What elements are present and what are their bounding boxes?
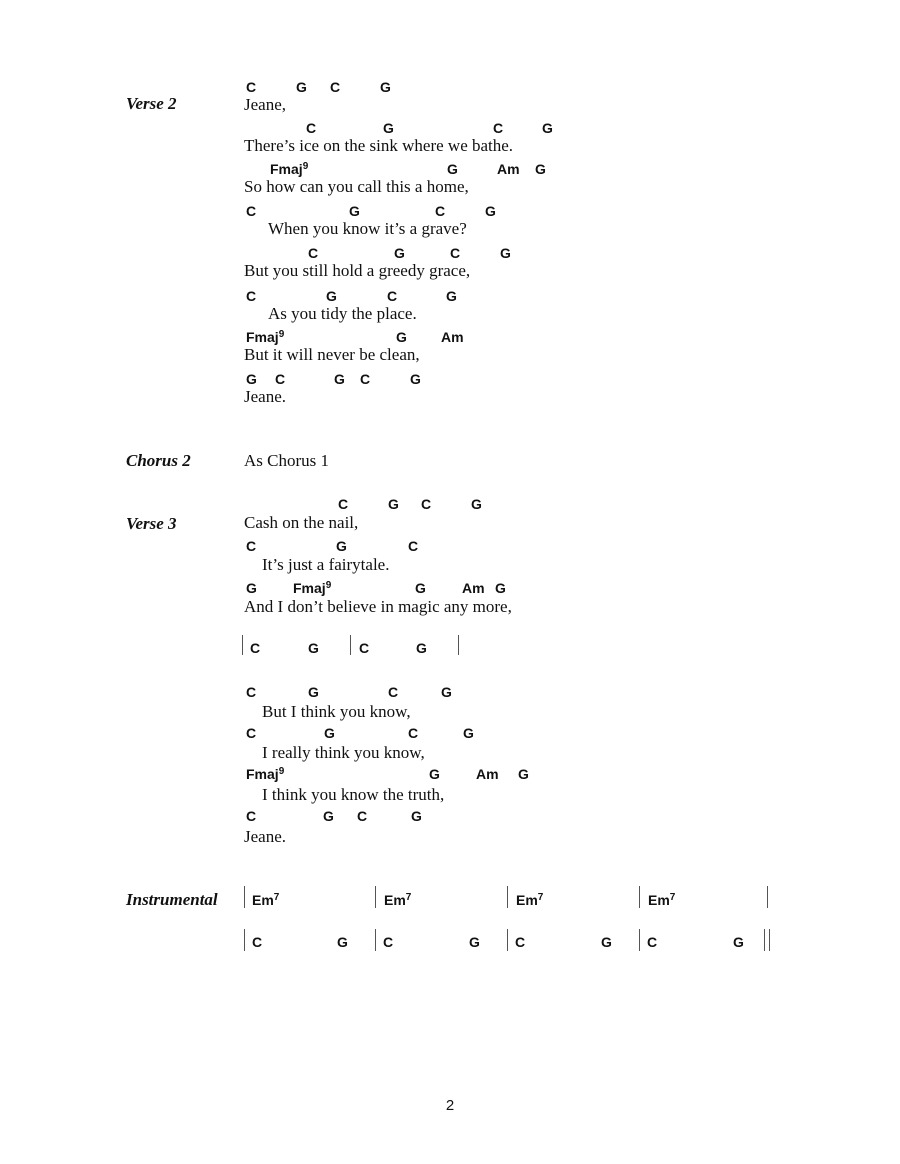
lyric-line: When you know it’s a grave? [268,219,467,238]
chord-extension: 7 [537,892,544,903]
section-label-verse-3: Verse 3 [126,514,177,533]
chord: C [388,684,399,700]
chord: G [349,203,360,219]
chord: C [308,245,319,261]
chord: G [429,766,440,782]
chord [648,892,675,908]
chord: G [324,725,335,741]
bar-line [458,635,459,655]
chord: C [246,538,257,554]
chord: C [408,538,419,554]
chord: Am [441,329,464,345]
chord: G [733,934,744,950]
chord: C [246,808,257,824]
chord: G [446,288,457,304]
chord [293,580,331,596]
chord: G [441,684,452,700]
chord: G [388,496,399,512]
chord: Am [476,766,499,782]
lyric-line: So how can you call this a home, [244,177,469,196]
chord-name: Fmaj [246,766,279,782]
chord: G [334,371,345,387]
chord [516,892,543,908]
chord: C [246,725,257,741]
chord: G [415,580,426,596]
chord: C [408,725,419,741]
chord: C [246,79,257,95]
chord: G [383,120,394,136]
bar-line [639,929,640,951]
chord: C [493,120,504,136]
page-number: 2 [445,1097,455,1114]
chord: G [518,766,529,782]
chord: G [296,79,307,95]
chord: G [326,288,337,304]
lyric-line: It’s just a fairytale. [262,555,390,574]
chord-extension: 9 [325,580,332,591]
chord-name: Em [384,892,406,908]
chord: G [396,329,407,345]
chord: G [485,203,496,219]
chord: G [495,580,506,596]
chord [252,892,279,908]
chord: G [542,120,553,136]
chord: G [246,371,257,387]
chord: G [601,934,612,950]
lyric-line: Jeane, [244,95,287,114]
section-label-chorus-2: Chorus 2 [126,451,191,470]
bar-line [242,635,243,655]
chord-name: Em [648,892,670,908]
chord: G [336,538,347,554]
lyric-line: I really think you know, [262,743,425,762]
chord: G [337,934,348,950]
chord-name: Fmaj [293,580,326,596]
chord: G [447,161,458,177]
chord: G [308,640,319,656]
chord: Am [462,580,485,596]
chord [246,329,284,345]
chord: G [246,580,257,596]
chord: C [330,79,341,95]
chord [246,766,284,782]
chord: C [252,934,263,950]
chord: C [435,203,446,219]
bar-line [639,886,640,908]
chord: C [647,934,658,950]
bar-line [375,886,376,908]
section-label-verse-2: Verse 2 [126,94,177,113]
lyric-line: Jeane. [244,827,287,846]
chord-extension: 7 [405,892,412,903]
chord: C [338,496,349,512]
chord: G [411,808,422,824]
chord-name: Em [252,892,274,908]
lyric-line: But you still hold a greedy grace, [244,261,471,280]
chord-extension: 9 [278,329,285,340]
chord: G [463,725,474,741]
bar-line [767,886,768,908]
bar-line [507,886,508,908]
chord: C [246,288,257,304]
chord: G [394,245,405,261]
chord: G [471,496,482,512]
lyric-line: As you tidy the place. [268,304,417,323]
chorus-reference: As Chorus 1 [244,451,330,470]
chord: C [383,934,394,950]
chord: G [308,684,319,700]
chord: Am [497,161,520,177]
chord: G [535,161,546,177]
final-double-bar-line [764,929,770,951]
chord: C [357,808,368,824]
lyric-line: There’s ice on the sink where we bathe. [244,136,514,155]
bar-line [507,929,508,951]
chord: G [323,808,334,824]
chord: G [500,245,511,261]
chord: C [515,934,526,950]
chord: C [421,496,432,512]
lyric-line: But I think you know, [262,702,411,721]
chord: C [250,640,261,656]
chord: G [416,640,427,656]
chord-extension: 7 [273,892,280,903]
chord: C [246,684,257,700]
lyric-line: Jeane. [244,387,287,406]
bar-line [244,886,245,908]
chord-name: Fmaj [246,329,279,345]
chord: G [469,934,480,950]
lyric-line: And I don’t believe in magic any more, [244,597,512,616]
chord: C [450,245,461,261]
chord [270,161,308,177]
lyric-line: I think you know the truth, [262,785,445,804]
chord: G [410,371,421,387]
chord-extension: 7 [669,892,676,903]
chord: C [360,371,371,387]
bar-line [350,635,351,655]
chord-name: Em [516,892,538,908]
chord: C [359,640,370,656]
chord: C [275,371,286,387]
chord: G [380,79,391,95]
chord-extension: 9 [302,161,309,172]
lyric-line: Cash on the nail, [244,513,359,532]
chord: C [387,288,398,304]
chord [384,892,411,908]
bar-line [375,929,376,951]
chord-name: Fmaj [270,161,303,177]
chord: C [306,120,317,136]
section-label-instrumental: Instrumental [126,890,218,909]
chord: C [246,203,257,219]
chord-extension: 9 [278,766,285,777]
lyric-line: But it will never be clean, [244,345,420,364]
bar-line [244,929,245,951]
